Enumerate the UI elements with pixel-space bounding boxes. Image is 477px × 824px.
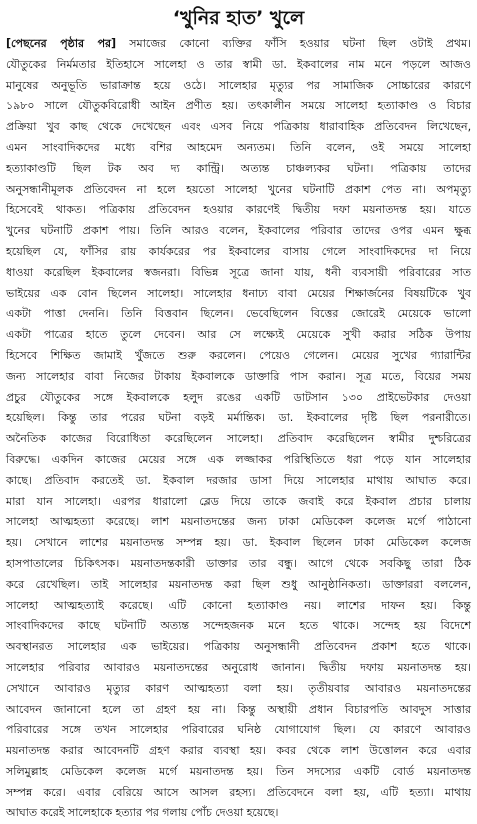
article-line: অনুসন্ধানীমূলক প্রতিবেদন না হলে হয়তো সালেহা খুনের ঘটনাটি প্রকাশ পেত না। অপমৃত্যু xyxy=(6,182,471,196)
article-line: একটা পাত্রের হাতে তুলে দেবেন। আর সে লক্ষ্যেই মেয়েকে সুখী করার সঠিক উপায় xyxy=(6,328,471,342)
article-line: সেখানে আবারও মৃত্যুর কারণ আত্মহত্যা বলা হয়। তৃতীয়বার আবারও ময়নাতদন্তের xyxy=(6,681,471,695)
article-line: হিসেবেই থাকত। পত্রিকায় প্রতিবেদন হওয়ার কারণেই দ্বিতীয় দফা ময়নাতদন্ত হয়। যাতে xyxy=(6,203,471,217)
article-line: অনৈতিক কাজের বিরোধিতা করেছিলেন সালেহা। প্রতিবাদ করেছিলেন স্বামীর দুশ্চরিত্রের xyxy=(6,432,471,446)
article-line: যৌতুকের নির্মমতার ইতিহাসে সালেহা ও তার স্বামী ডা. ইকবালের নাম মনে পড়লে আজও xyxy=(6,57,471,71)
article-line: প্রচুর যৌতুকের সঙ্গে ইকবালকে হলুদ রঙের একটি ডাটসান ১৩০ প্রাইভেটকার দেওয়া xyxy=(6,390,471,404)
article-line: হাসপাতালের চিকিৎসক। ময়নাতদন্তকারী ডাক্তার তার বন্ধু। আগে থেকে সবকিছু তারা ঠিক xyxy=(6,556,471,570)
article-line: এমন সাংবাদিকদের মধ্যে বশির আহমেদ অন্যতম। তিনি বলেন, ওই সময়ে সালেহা xyxy=(6,140,471,154)
article-headline: ‘খুনির হাত’ খুলে xyxy=(172,7,305,29)
article-line: সালেহা আত্মহত্যা করেছে। লাশ ময়নাতদন্তের জন্য ঢাকা মেডিকেল কলেজ মর্গে পাঠানো xyxy=(6,515,471,529)
article-line: খুনের ঘটনাটি প্রকাশ পায়। তিনি আরও বলেন, ইকবালের পরিবার তাদের ওপর এমন ক্ষুব্ধ xyxy=(6,224,471,238)
article-line: অবস্থানরত সালেহার এক ভাইয়ের। পত্রিকায় অনুসন্ধানী প্রতিবেদন প্রকাশ হতে থাকে। xyxy=(6,640,471,654)
article-line: ময়নাতদন্ত করার আবেদনটি গ্রহণ করার ব্যবস্থা হয়। কবর থেকে লাশ উত্তোলন করে এবার xyxy=(6,744,471,758)
article-line: সম্পন্ন করে। এবার বেরিয়ে আসে আসল রহস্য। প্রতিবেদনে বলা হয়, এটি হত্যা। মাথায় xyxy=(6,785,471,799)
continuation-kicker: [পেছনের পৃষ্ঠার পর] xyxy=(6,37,117,50)
article-line: হিসেবে শিক্ষিত জামাই খুঁজতে শুরু করলেন। পেয়েও গেলেন। মেয়ের সুখের গ্যারান্টির xyxy=(6,348,471,362)
article-line: করে রেখেছিল। তাই সালেহার ময়নাতদন্ত করা ছিল শুধু আনুষ্ঠানিকতা। ডাক্তাররা বললেন, xyxy=(6,577,471,591)
article-line: হত্যাকাণ্ডটি ছিল টক অব দ্য কান্ট্রি। অত্যন্ত চাঞ্চল্যকর ঘটনা। পত্রিকায় তাদের xyxy=(6,161,471,175)
article-line: সলিমুল্লাহ মেডিকেল কলেজ মর্গে ময়নাতদন্ত হয়। তিন সদস্যের একটি বোর্ড ময়নাতদন্ত xyxy=(6,764,471,778)
article-line: প্রক্রিয়া খুব কাছ থেকে দেখেছেন এবং এসব নিয়ে পত্রিকায় ধারাবাহিক প্রতিবেদন লিখেছেন, xyxy=(6,120,471,134)
article-line: ভাইয়ের এক বোন ছিলেন সালেহা। সালেহার ধনাঢ্য বাবা মেয়ের শিক্ষার্জনের বিষয়টিকে খুব xyxy=(6,286,471,300)
article-line: আবেদন জানানো হলে তা গ্রহণ হয় না। কিন্তু অস্থায়ী প্রধান বিচারপতি আবদুস সাত্তার xyxy=(6,702,471,716)
article-line: [পেছনের পৃষ্ঠার পর] সমাজের কোনো ব্যক্তির ফাঁসি হওয়ার ঘটনা ছিল ওটাই প্রথম। xyxy=(6,37,471,50)
article-line: সালেহার পরিবার আবারও ময়নাতদন্তের অনুরোধ জানান। দ্বিতীয় দফায় ময়নাতদন্ত হয়। xyxy=(6,660,471,674)
article-line: একটা পাত্তা দেননি। তিনি বিত্তবান ছিলেন। ভেবেছিলেন বিত্তের জোরেই মেয়েকে ভালো xyxy=(6,307,471,321)
article-line: মানুষের অনুভূতি ভারাক্রান্ত হয়ে ওঠে। সালেহার মৃত্যুর পর সামাজিক সোচ্চারের কারণে xyxy=(6,78,471,92)
article-line: হয়েছিল। কিন্তু তার পরের ঘটনা বড়ই মর্মান্তিক। ডা. ইকবালের দৃষ্টি ছিল পরনারীতে। xyxy=(6,411,471,425)
article-line: পরিবারের সঙ্গে তখন সালেহার পরিবারের ঘনিষ্ঠ যোগাযোগ ছিল। যে কারণে আবারও xyxy=(6,723,471,737)
article-line: ১৯৮০ সালে যৌতুকবিরোধী আইন প্রণীত হয়। তৎকালীন সময়ে সালেহা হত্যাকাণ্ড ও বিচার xyxy=(6,99,471,113)
article-line: হয়। সেখানে লাশের ময়নাতদন্ত সম্পন্ন হয়। ডা. ইকবাল ছিলেন ঢাকা মেডিকেল কলেজ xyxy=(6,536,471,550)
article-line: মারা যান সালেহা। এরপর ধারালো ব্লেড দিয়ে তাকে জবাই করে ইকবাল প্রচার চালায় xyxy=(6,494,471,508)
article-body xyxy=(6,34,471,824)
article-line: কাছে। প্রতিবাদ করতেই ডা. ইকবাল দরজার ডাসা দিয়ে সালেহার মাথায় আঘাত করে। xyxy=(6,473,471,487)
article-line: আঘাত করেই সালেহাকে হত্যার পর গলায় পোঁচ দেওয়া হয়েছে। xyxy=(6,806,279,820)
article-line: সালেহা আত্মহত্যাই করেছে। এটি কোনো হত্যাকাণ্ড নয়। লাশের দাফন হয়। কিন্তু xyxy=(6,598,471,612)
article-line: হয়েছিল যে, ফাঁসির রায় কার্যকরের পর ইকবালের বাসায় গেলে সাংবাদিকদের দা নিয়ে xyxy=(6,244,471,258)
article-line: জন্য সালেহার বাবা নিজের টাকায় ইকবালকে ডাক্তারি পাস করান। সূত্র মতে, বিয়ের সময় xyxy=(6,369,471,383)
article-line: সাংবাদিকদের কাছে ঘটনাটি অত্যন্ত সন্দেহজনক মনে হতে থাকে। সন্দেহ হয় বিদেশে xyxy=(6,619,471,633)
article-line: বিরুদ্ধে। একদিন কাজের মেয়ের সঙ্গে এক লজ্জাকর পরিস্থিতিতে ধরা পড়ে যান সালেহার xyxy=(6,452,471,466)
article-line: ধাওয়া করেছিল ইকবালের স্বজনরা। বিভিন্ন সূত্রে জানা যায়, ধনী ব্যবসায়ী পরিবারের সাত xyxy=(6,265,471,279)
